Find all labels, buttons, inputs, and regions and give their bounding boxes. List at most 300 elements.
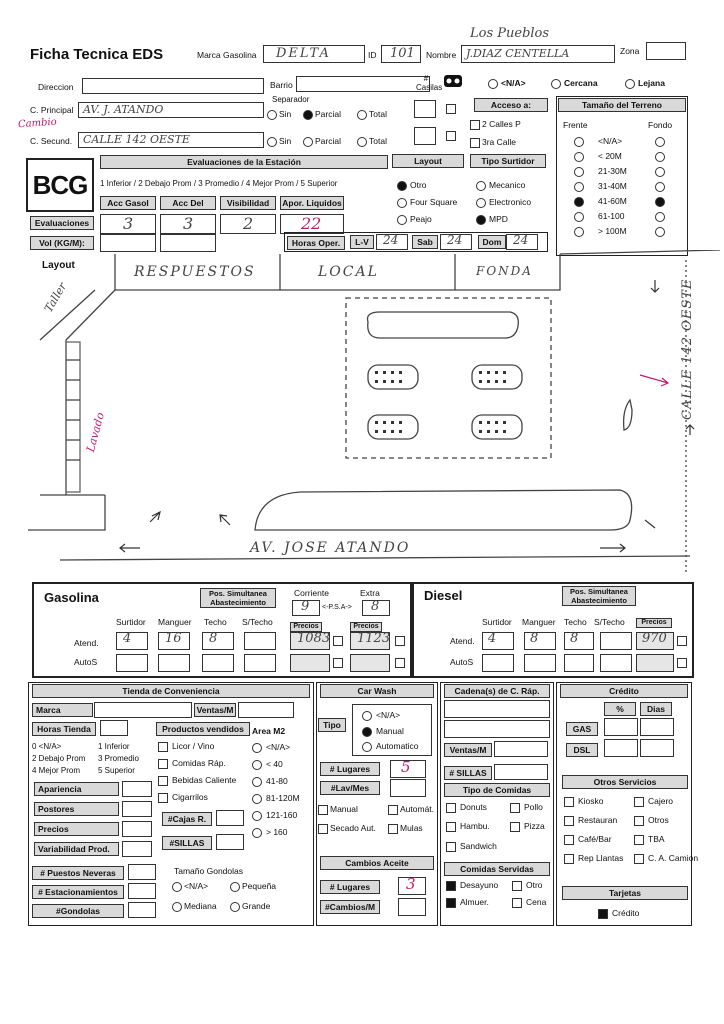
layout-otro-radio[interactable] xyxy=(397,181,407,191)
serv-otro: Otro xyxy=(526,880,543,890)
dsl-autos-field[interactable] xyxy=(600,654,632,672)
name-field[interactable] xyxy=(461,45,615,63)
cw-extra-manual: Manual xyxy=(330,804,358,814)
layout-fonda: FONDA xyxy=(476,264,533,278)
eval-value-4: 22 xyxy=(301,214,322,233)
access-3ra-check[interactable] xyxy=(470,138,480,148)
credito-dsl-pct[interactable] xyxy=(604,739,638,757)
hours-val-1-field[interactable] xyxy=(376,234,408,250)
terrain-option: 61-100 xyxy=(598,211,625,221)
surt-ele: Electronico xyxy=(489,197,532,207)
tienda-ventas-label: Ventas/M xyxy=(194,703,236,717)
carwash-lavmes-field[interactable] xyxy=(390,779,426,797)
area-radio[interactable] xyxy=(252,794,262,804)
surt-mpd-radio[interactable] xyxy=(476,215,486,225)
tienda-gondolas-label: #Gondolas xyxy=(32,904,124,918)
aceite-lugares-value: 3 xyxy=(406,875,416,893)
otros-check[interactable] xyxy=(564,797,574,807)
layout-title: Layout xyxy=(42,260,75,271)
barrio-field[interactable] xyxy=(296,76,430,92)
dsl-col-1: Surtidor xyxy=(482,617,512,627)
layout-four-radio[interactable] xyxy=(397,198,407,208)
separador-label: Separador xyxy=(272,95,310,104)
otros-label: TBA xyxy=(648,834,665,844)
access-2calles: 2 Calles P xyxy=(482,119,521,129)
otros-check[interactable] xyxy=(634,854,644,864)
eval-value-1-field[interactable] xyxy=(100,214,156,234)
area-radio[interactable] xyxy=(252,760,262,770)
terrain-back-radio[interactable] xyxy=(655,137,665,147)
cw-extra-auto: Automát. xyxy=(400,804,435,814)
gas-corr-autos-check[interactable] xyxy=(333,658,343,668)
calle-secund-field[interactable] xyxy=(78,132,264,148)
prox-lejana-radio[interactable] xyxy=(625,79,635,89)
tarjetas-title: Tarjetas xyxy=(562,886,688,900)
layout-street-right: CALLE 142 OESTE xyxy=(680,278,695,420)
brand-label: Marca Gasolina xyxy=(197,50,257,60)
dsl-col-4: S/Techo xyxy=(594,617,625,627)
gas-atend-field[interactable] xyxy=(116,632,148,650)
eval-col-4: Apor. Liquidos xyxy=(280,196,344,210)
calle-secund-value: CALLE 142 OESTE xyxy=(83,133,190,146)
carwash-tipo-label: Tipo xyxy=(318,718,346,732)
producto-check[interactable] xyxy=(158,742,168,752)
eval-value-2-field[interactable] xyxy=(160,214,216,234)
terrain-back-radio[interactable] xyxy=(655,152,665,162)
sep2-sin-radio[interactable] xyxy=(267,137,277,147)
cw-na-radio[interactable] xyxy=(362,711,372,721)
otros-label: Restauran xyxy=(578,815,618,825)
carwash-lugares-value: 5 xyxy=(401,758,411,776)
tienda-marca-label: Marca xyxy=(32,703,93,717)
serv-cena: Cena xyxy=(526,897,547,907)
sep1-sin-radio[interactable] xyxy=(267,110,277,120)
otros-label: Otros xyxy=(648,815,669,825)
cadena-tipo-title: Tipo de Comidas xyxy=(444,783,550,797)
otros-check[interactable] xyxy=(564,835,574,845)
calle-secund-label: C. Secund. xyxy=(30,136,73,146)
rating-field[interactable] xyxy=(122,781,152,797)
direccion-label: Direccion xyxy=(38,82,74,92)
dsl-col-3: Techo xyxy=(564,617,587,627)
sep2-total-radio[interactable] xyxy=(357,137,367,147)
prox-cercana-radio[interactable] xyxy=(551,79,561,89)
terrain-option: 41-60M xyxy=(598,196,627,206)
sep1-parcial: Parcial xyxy=(315,109,341,119)
eval-value-4-field[interactable] xyxy=(280,214,344,234)
gas-extra-check[interactable] xyxy=(395,636,405,646)
cw-extra-mulas: Mulas xyxy=(400,823,423,833)
calle-principal-label: C. Principal xyxy=(30,105,74,115)
cw-na: <N/A> xyxy=(376,710,401,720)
credito-dias-label: Dias xyxy=(640,702,672,716)
tienda-scale-1: 1 Inferior xyxy=(98,742,130,751)
layout-sketch xyxy=(0,250,724,580)
layout-local: LOCAL xyxy=(318,264,379,280)
gasolina-sim: Pos. Simultanea Abastecimiento xyxy=(200,588,276,608)
dsl-autos-label: AutoS xyxy=(450,657,474,667)
serv-almuer-check[interactable] xyxy=(446,898,456,908)
tarjeta-credito: Crédito xyxy=(612,908,640,918)
brand-field[interactable] xyxy=(263,45,365,63)
cambio-note: Cambio xyxy=(17,116,58,131)
cw-manual-radio[interactable] xyxy=(362,727,372,737)
producto-check[interactable] xyxy=(158,793,168,803)
gas-atend-field[interactable] xyxy=(290,632,330,650)
layout-four: Four Square xyxy=(410,197,458,207)
gsize-na-radio[interactable] xyxy=(172,882,182,892)
serv-desayuno-check[interactable] xyxy=(446,881,456,891)
gas-atend-value: 16 xyxy=(165,631,182,646)
casillas-label: # Casilas xyxy=(416,74,443,92)
serv-desayuno: Desayuno xyxy=(460,880,499,890)
calle-principal-field[interactable] xyxy=(78,102,264,118)
prox-cercana: Cercana xyxy=(564,78,598,88)
surt-ele-radio[interactable] xyxy=(476,198,486,208)
sep2-sin: Sin xyxy=(279,136,292,146)
hours-day-1: L-V xyxy=(350,235,374,249)
eval-scale: 1 Inferior / 2 Debajo Prom / 3 Promedio / 4 Mejor Prom / 5 Superior xyxy=(100,179,338,188)
rating-field[interactable] xyxy=(122,841,152,857)
diesel-title: Diesel xyxy=(424,588,463,603)
tienda-gondolas-field[interactable] xyxy=(128,902,156,918)
dsl-autos-field[interactable] xyxy=(524,654,556,672)
tienda-scale-2: 2 Debajo Prom xyxy=(32,754,86,763)
serv-cena-check[interactable] xyxy=(512,898,522,908)
tipo-sandwich-check[interactable] xyxy=(446,842,456,852)
eval-col-2: Acc Del xyxy=(160,196,216,210)
hours-label: Horas Oper. xyxy=(287,236,345,250)
credito-gas-pct[interactable] xyxy=(604,718,638,736)
name-value: J.DIAZ CENTELLA xyxy=(466,47,570,60)
area-label: 41-80 xyxy=(266,776,288,786)
area-label: <N/A> xyxy=(266,742,291,752)
tienda-scale-0: 0 <N/A> xyxy=(32,742,62,751)
cw-auto: Automatico xyxy=(376,741,419,751)
access-3ra: 3ra Calle xyxy=(482,137,517,147)
zone-field[interactable] xyxy=(646,42,686,60)
tipo-pizza-check[interactable] xyxy=(510,822,520,832)
surtidor-btn[interactable]: Tipo Surtidor xyxy=(470,154,546,168)
gsize-peq-radio[interactable] xyxy=(230,882,240,892)
dsl-atend-value: 8 xyxy=(530,631,539,646)
tienda-sillas-field[interactable] xyxy=(216,834,244,850)
tienda-ventas-field[interactable] xyxy=(238,702,294,718)
credito-gas-dias[interactable] xyxy=(640,718,674,736)
carwash-lavmes-label: #Lav/Mes xyxy=(320,781,380,795)
terrain-option: <N/A> xyxy=(598,136,623,146)
terrain-front-radio[interactable] xyxy=(574,182,584,192)
hours-val-2: 24 xyxy=(447,233,463,247)
dsl-atend-field[interactable] xyxy=(636,632,674,650)
tipo-donuts: Donuts xyxy=(460,802,487,812)
tipo-hambu: Hambu. xyxy=(460,821,490,831)
sep2-total: Total xyxy=(369,136,387,146)
prox-na: <N/A> xyxy=(501,78,526,88)
hours-val-3: 24 xyxy=(513,233,529,247)
otros-title: Otros Servicios xyxy=(562,775,688,789)
corriente-field[interactable] xyxy=(292,600,320,616)
layout-btn[interactable]: Layout xyxy=(392,154,464,168)
gas-autos-field[interactable] xyxy=(116,654,148,672)
id-field[interactable] xyxy=(381,45,421,63)
gas-autos-field[interactable] xyxy=(202,654,234,672)
area-label: 121-160 xyxy=(266,810,298,820)
eval-value-3-field[interactable] xyxy=(220,214,276,234)
credito-pct-label: % xyxy=(604,702,636,716)
tienda-estac-label: # Estacionamientos xyxy=(32,885,124,899)
sep1-parcial-radio[interactable] xyxy=(303,110,313,120)
sep2-parcial: Parcial xyxy=(315,136,341,146)
tienda-estac-field[interactable] xyxy=(128,883,156,899)
diesel-sim: Pos. Simultanea Abastecimiento xyxy=(562,586,636,606)
area-radio[interactable] xyxy=(252,777,262,787)
gsize-peq: Pequeña xyxy=(242,881,277,891)
tienda-horas-label: Horas Tienda xyxy=(32,722,96,736)
dsl-price-autos-check[interactable] xyxy=(677,658,687,668)
credito-title: Crédito xyxy=(560,684,688,698)
cw-extra-manual-check[interactable] xyxy=(318,805,328,815)
cadena-servidas-title: Comidas Servidas xyxy=(444,862,550,876)
traffic-light-icon xyxy=(442,72,464,92)
tipo-pollo-check[interactable] xyxy=(510,803,520,813)
tipo-hambu-check[interactable] xyxy=(446,822,456,832)
gas-autos-field[interactable] xyxy=(290,654,330,672)
gasolina-title: Gasolina xyxy=(44,590,99,605)
zone-label: Zona xyxy=(620,46,640,56)
dsl-autos-field[interactable] xyxy=(636,654,674,672)
hours-day-2: Sab xyxy=(412,235,438,249)
sep2-parcial-radio[interactable] xyxy=(303,137,313,147)
corriente-label: Corriente xyxy=(294,588,329,598)
area-radio[interactable] xyxy=(252,743,262,753)
tienda-puestos-field[interactable] xyxy=(128,864,156,880)
otros-label: Rep Llantas xyxy=(578,853,624,863)
terrain-front-radio[interactable] xyxy=(574,167,584,177)
tipo-donuts-check[interactable] xyxy=(446,803,456,813)
terrain-back-label: Fondo xyxy=(648,120,673,130)
dsl-atend-label: Atend. xyxy=(450,636,475,646)
gas-atend-label: Atend. xyxy=(74,638,99,648)
rating-field[interactable] xyxy=(122,821,152,837)
tienda-puestos-label: # Puestos Neveras xyxy=(32,866,124,880)
terrain-back-radio[interactable] xyxy=(655,212,665,222)
terrain-front-radio[interactable] xyxy=(574,197,584,207)
dsl-atend-value: 8 xyxy=(570,631,579,646)
tienda-productos-label: Productos vendidos xyxy=(156,722,250,736)
dsl-atend-field[interactable] xyxy=(482,632,514,650)
sep1-total: Total xyxy=(369,109,387,119)
credito-gas-label: GAS xyxy=(566,722,598,736)
access-2calles-check[interactable] xyxy=(470,120,480,130)
credito-dsl-label: DSL xyxy=(566,743,598,757)
tipo-pizza: Pizza xyxy=(524,821,545,831)
dsl-col-5: Precios xyxy=(636,618,672,628)
rating-field[interactable] xyxy=(122,801,152,817)
gas-autos-field[interactable] xyxy=(350,654,390,672)
aceite-lugares-field[interactable] xyxy=(398,877,426,895)
dsl-autos-field[interactable] xyxy=(564,654,594,672)
area-radio[interactable] xyxy=(252,828,262,838)
terrain-back-radio[interactable] xyxy=(655,197,665,207)
tienda-scale-4: 4 Mejor Prom xyxy=(32,766,81,775)
hours-val-2-field[interactable] xyxy=(440,234,472,250)
cw-extra-mulas-check[interactable] xyxy=(388,824,398,834)
casillas2-check[interactable] xyxy=(446,131,456,141)
casillas1-field[interactable] xyxy=(414,100,436,118)
terrain-front-radio[interactable] xyxy=(574,212,584,222)
sep1-sin: Sin xyxy=(279,109,292,119)
gsize-na: <N/A> xyxy=(184,881,209,891)
cadena-field-1[interactable] xyxy=(444,700,550,718)
serv-otro-check[interactable] xyxy=(512,881,522,891)
layout-peajo: Peajo xyxy=(410,214,432,224)
layout-repuestos: RESPUESTOS xyxy=(134,264,256,280)
cadena-ventas-field[interactable] xyxy=(494,741,548,757)
name-label: Nombre xyxy=(426,50,457,60)
gas-atend-field[interactable] xyxy=(350,632,390,650)
cw-extra-secado-check[interactable] xyxy=(318,824,328,834)
dsl-autos-field[interactable] xyxy=(482,654,514,672)
terrain-front-label: Frente xyxy=(563,120,588,130)
terrain-front-radio[interactable] xyxy=(574,152,584,162)
cadena-sillas-field[interactable] xyxy=(494,764,548,780)
terrain-front-radio[interactable] xyxy=(574,227,584,237)
tienda-marca-field[interactable] xyxy=(94,702,192,718)
tienda-gondola-size-label: Tamaño Gondolas xyxy=(174,866,243,876)
terrain-option: 21-30M xyxy=(598,166,627,176)
gas-corr-check[interactable] xyxy=(333,636,343,646)
surt-mec: Mecanico xyxy=(489,180,526,190)
prox-na-radio[interactable] xyxy=(488,79,498,89)
eval-value-2: 3 xyxy=(183,214,194,233)
carwash-lugares-field[interactable] xyxy=(390,760,426,778)
otros-check[interactable] xyxy=(634,835,644,845)
gas-autos-field[interactable] xyxy=(244,654,276,672)
dsl-atend-value: 4 xyxy=(488,631,497,646)
bcg-logo: BCG xyxy=(26,158,94,212)
corriente-value: 9 xyxy=(301,599,310,614)
terrain-back-radio[interactable] xyxy=(655,227,665,237)
tarjeta-credito-check[interactable] xyxy=(598,909,608,919)
dsl-atend-field[interactable] xyxy=(524,632,556,650)
gsize-gra-radio[interactable] xyxy=(230,902,240,912)
otros-label: C. A. Camion xyxy=(648,853,699,863)
aceite-cambios-field[interactable] xyxy=(398,898,426,916)
gas-col-6: Precios xyxy=(350,622,382,632)
cw-extra-secado: Secado Aut. xyxy=(330,823,376,833)
extra-label: Extra xyxy=(360,588,380,598)
tienda-cajas-field[interactable] xyxy=(216,810,244,826)
prox-lejana: Lejana xyxy=(638,78,665,88)
cadena-title: Cadena(s) de C. Ráp. xyxy=(444,684,550,698)
id-value: 101 xyxy=(390,46,415,61)
gas-col-2: Manguer xyxy=(158,617,192,627)
tipo-sandwich: Sandwich xyxy=(460,841,497,851)
calle-principal-value: AV. J. ATANDO xyxy=(83,103,164,116)
tienda-scale-3: 3 Promedio xyxy=(98,754,139,763)
otros-label: Kiosko xyxy=(578,796,604,806)
psa-label: <-P.S.A-> xyxy=(322,604,352,611)
form-title: Ficha Tecnica EDS xyxy=(30,46,164,63)
dsl-col-2: Manguer xyxy=(522,617,556,627)
terrain-front-radio[interactable] xyxy=(574,137,584,147)
casillas1-check[interactable] xyxy=(446,104,456,114)
gsize-med-radio[interactable] xyxy=(172,902,182,912)
rating-label: Precios xyxy=(34,822,119,836)
hours-val-3-field[interactable] xyxy=(506,234,538,250)
credito-dsl-dias[interactable] xyxy=(640,739,674,757)
area-radio[interactable] xyxy=(252,811,262,821)
gas-atend-field[interactable] xyxy=(202,632,234,650)
layout-otro: Otro xyxy=(410,180,427,190)
layout-peajo-radio[interactable] xyxy=(397,215,407,225)
aceite-title: Cambios Aceite xyxy=(320,856,434,870)
rating-label: Variabilidad Prod. xyxy=(34,842,119,856)
serv-almuer: Almuer. xyxy=(460,897,489,907)
terrain-back-radio[interactable] xyxy=(655,182,665,192)
aceite-cambios-label: #Cambios/M xyxy=(320,900,380,914)
otros-check[interactable] xyxy=(634,816,644,826)
cw-manual: Manual xyxy=(376,726,404,736)
gas-col-4: S/Techo xyxy=(242,617,273,627)
dsl-atend-value: 970 xyxy=(642,631,667,646)
aceite-lugares-label: # Lugares xyxy=(320,880,380,894)
gas-atend-field[interactable] xyxy=(244,632,276,650)
otros-label: Café/Bar xyxy=(578,834,612,844)
gas-atend-field[interactable] xyxy=(158,632,190,650)
otros-check[interactable] xyxy=(564,854,574,864)
area-label: > 160 xyxy=(266,827,288,837)
producto-check[interactable] xyxy=(158,776,168,786)
direccion-field[interactable] xyxy=(82,78,264,94)
vol-label: Vol (KG/M): xyxy=(30,236,94,250)
cadena-field-2[interactable] xyxy=(444,720,550,738)
carwash-lugares-label: # Lugares xyxy=(320,762,380,776)
gas-atend-value: 8 xyxy=(209,631,218,646)
producto-check[interactable] xyxy=(158,759,168,769)
extra-field[interactable] xyxy=(362,600,390,616)
gas-col-5: Precios xyxy=(290,622,322,632)
dsl-atend-field[interactable] xyxy=(564,632,594,650)
gas-autos-field[interactable] xyxy=(158,654,190,672)
cadena-ventas-label: Ventas/M xyxy=(444,743,492,757)
eval-row-label: Evaluaciones xyxy=(30,216,94,230)
tienda-area-label: Area M2 xyxy=(252,726,286,736)
cw-auto-radio[interactable] xyxy=(362,742,372,752)
terrain-back-radio[interactable] xyxy=(655,167,665,177)
eval-col-3: Visibilidad xyxy=(220,196,276,210)
carwash-title: Car Wash xyxy=(320,684,434,698)
otros-label: Cajero xyxy=(648,796,674,806)
layout-taller: Taller xyxy=(42,280,70,315)
dsl-atend-field[interactable] xyxy=(600,632,632,650)
gas-autos-label: AutoS xyxy=(74,657,98,667)
producto-label: Comidas Ráp. xyxy=(172,758,226,768)
tienda-scale-5: 5 Superior xyxy=(98,766,135,775)
gas-extra-autos-check[interactable] xyxy=(395,658,405,668)
surt-mec-radio[interactable] xyxy=(476,181,486,191)
otros-check[interactable] xyxy=(634,797,644,807)
rating-label: Postores xyxy=(34,802,119,816)
dsl-price-check[interactable] xyxy=(677,636,687,646)
otros-check[interactable] xyxy=(564,816,574,826)
cw-extra-auto-check[interactable] xyxy=(388,805,398,815)
layout-street-bottom: AV. JOSE ATANDO xyxy=(250,540,411,556)
tienda-horas-field[interactable] xyxy=(100,720,128,736)
casillas2-field[interactable] xyxy=(414,127,436,145)
sep1-total-radio[interactable] xyxy=(357,110,367,120)
